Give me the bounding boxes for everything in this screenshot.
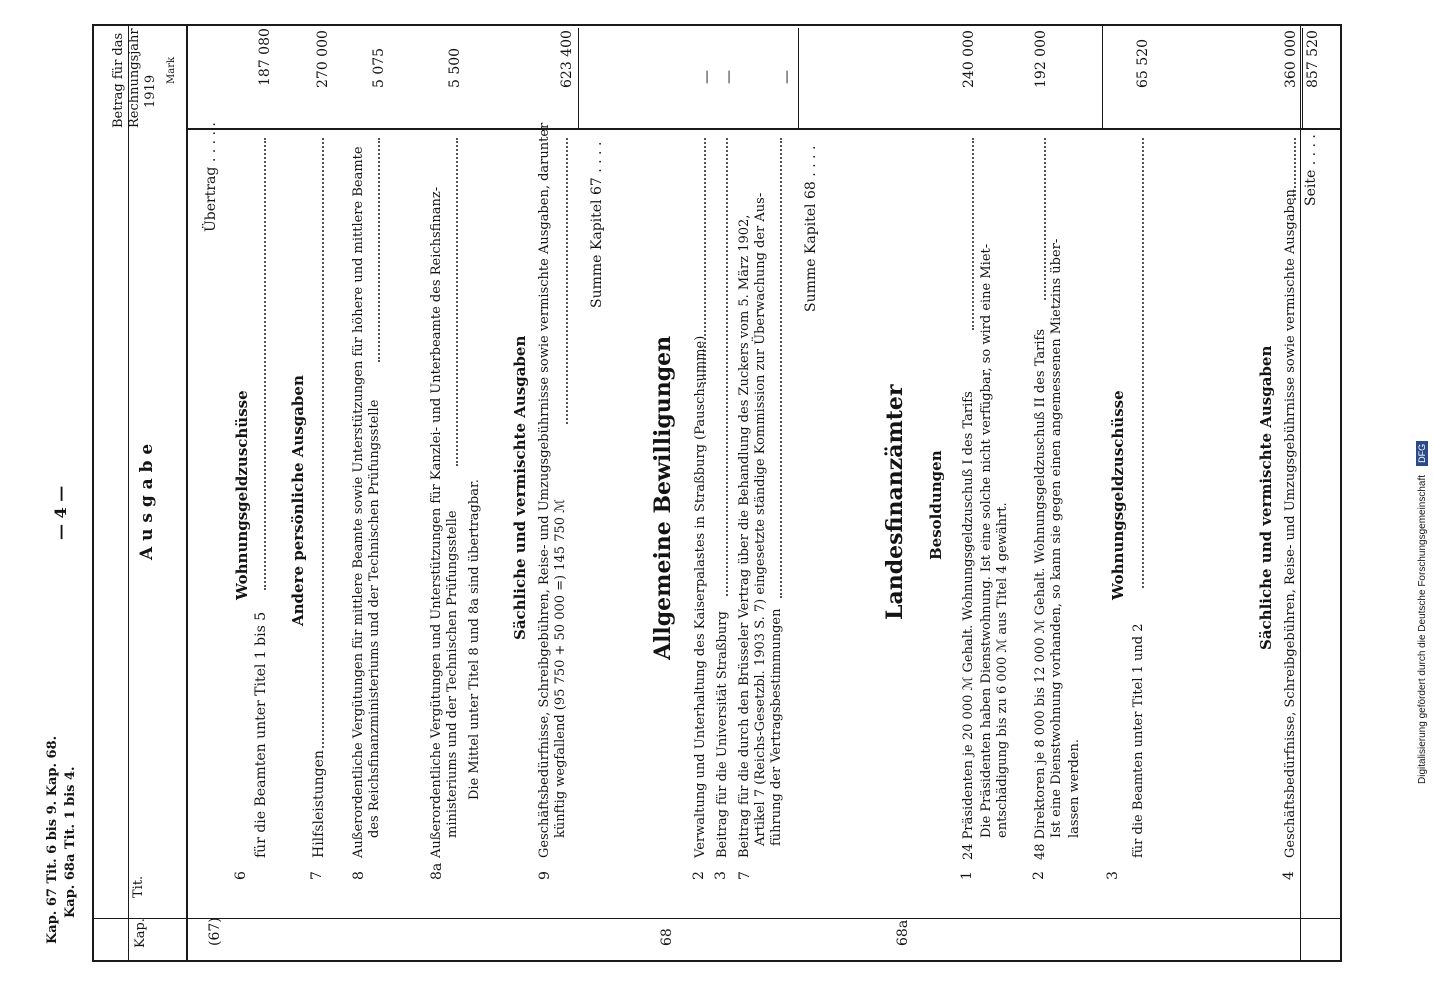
seite-amount: 857 520	[1305, 30, 1321, 88]
tit-8-line-1: Außerordentliche Vergütungen für mittlere Beamte sowie Unterstützungen für höhere und mittlere Beamte	[351, 146, 366, 858]
tit-6: 6	[233, 871, 249, 880]
heading-andere-persoenliche-ausgaben: Andere persönliche Ausgaben	[289, 375, 307, 626]
leader-dots	[456, 138, 458, 466]
tit-68a-4: 4	[1281, 871, 1297, 880]
tit-68-7-line-1: Beitrag für die durch den Brüsseler Vertrag über die Behandlung des Zuckers vom 5. März 1902,	[737, 214, 752, 858]
tit-68a-1-line-1: 24 Präsidenten je 20 000 ℳ Gehalt. Wohnungsgeldzuschuß I des Tarifs	[961, 391, 976, 860]
kap-column-rule	[128, 24, 129, 962]
table-top-border	[92, 24, 1340, 26]
betrag-header-left	[1102, 24, 1103, 128]
tit-68-2-amount: —	[699, 70, 715, 84]
leader-dots	[726, 138, 728, 596]
tit-68-3: 3	[713, 871, 729, 880]
heading-saechliche-ausgaben-68a: Sächliche und vermischte Ausgaben	[1257, 345, 1275, 650]
page-number: — 4 —	[51, 485, 70, 540]
leader-dots	[322, 138, 324, 748]
summe-kapitel-68: Summe Kapitel 68 . . . .	[803, 145, 819, 312]
heading-landesfinanzaemter: Landesfinanzämter	[882, 384, 908, 620]
tit-68a-3: 3	[1105, 871, 1121, 880]
tit-6-text: für die Beamten unter Titel 1 bis 5	[253, 611, 269, 858]
tit-8a-line-2: ministeriums und der Technischen Prüfungsstelle	[445, 510, 460, 838]
tit-68-7-line-3: führung der Vertragsbestimmungen	[769, 608, 784, 846]
column-header-ausgabe: A u s g a b e	[137, 443, 157, 560]
tit-68a-1-line-3: entschädigung bis zu 6 000 ℳ aus Titel 4 gewährt.	[995, 502, 1010, 838]
tit-68a-2-line-1: 48 Direktoren je 8 000 bis 12 000 ℳ Gehalt. Wohnungsgeldzuschuß II des Tarifs	[1033, 328, 1048, 860]
tit-7-amount: 270 000	[315, 30, 331, 88]
table-right-border	[1340, 24, 1342, 962]
heading-allgemeine-bewilligungen: Allgemeine Bewilligungen	[650, 335, 676, 660]
leader-dots	[780, 138, 782, 598]
tit-68a-2-line-3: lassen werden.	[1067, 738, 1082, 838]
tit-9-amount: 623 400	[559, 30, 575, 88]
tit-68a-2: 2	[1031, 871, 1047, 880]
tit-7-text: Hilfsleistungen	[311, 750, 327, 858]
kap-68: 68	[659, 928, 675, 946]
table-left-border	[92, 24, 94, 962]
heading-besoldungen: Besoldungen	[927, 450, 945, 560]
tit-9-line-2: künftig wegfallend (95 750 + 50 000 =) 145 750 ℳ	[553, 498, 568, 838]
tit-8a-note: Die Mittel unter Titel 8 und 8a sind übertragbar.	[467, 479, 482, 800]
tit-68a-2-line-2: Ist eine Dienstwohnung vorhanden, so kann sie gegen einen angemessenen Mietzins über-	[1049, 238, 1064, 838]
tit-8a-line-1: Außerordentliche Vergütungen und Unterstützungen für Kanzlei- und Unterbeamte des Reichsfinanz-	[429, 186, 444, 858]
running-head-line-2: Kap. 68a Tit. 1 bis 4.	[63, 766, 78, 918]
tit-68a-3-amount: 65 520	[1135, 39, 1151, 88]
tit-68-7-line-2: Artikel 7 (Reichs-Gesetzbl. 1903 S. 7) eingesetzte ständige Kommission zur Überwachung der Aus-	[753, 192, 768, 846]
tit-9: 9	[537, 871, 553, 880]
kap-68a: 68a	[895, 919, 911, 946]
summe-kapitel-67: Summe Kapitel 67 . . . .	[589, 141, 605, 308]
side-note: Digitalisierung gefördert durch die Deutsche Forschungsgemeinschaft	[1417, 474, 1428, 784]
tit-8a-amount: 5 500	[447, 47, 463, 88]
running-head-line-1: Kap. 67 Tit. 6 bis 9. Kap. 68.	[45, 735, 60, 944]
tit-68a-2-amount: 192 000	[1033, 30, 1049, 88]
leader-dots	[1294, 138, 1296, 200]
tit-68a-1: 1	[959, 871, 975, 880]
kap-67: (67)	[207, 917, 223, 946]
leader-dots	[704, 138, 706, 384]
seite-label: Seite . . . .	[1303, 134, 1319, 206]
tit-column-rule	[186, 24, 188, 962]
leader-dots	[378, 138, 380, 362]
tit-68-3-amount: —	[721, 70, 737, 84]
leader-dots	[972, 138, 974, 330]
tit-68-2: 2	[691, 871, 707, 880]
tit-8-line-2: des Reichsfinanzministeriums und der Technischen Prüfungsstelle	[367, 399, 382, 838]
leader-dots	[566, 138, 568, 424]
heading-saechliche-ausgaben: Sächliche und vermischte Ausgaben	[511, 335, 529, 640]
column-header-mark: Mark	[166, 56, 177, 84]
leader-dots	[1142, 138, 1144, 588]
subtotal-rule	[578, 28, 579, 128]
column-header-tit: Tit.	[131, 875, 146, 898]
tit-68-3-text: Beitrag für die Universität Straßburg	[715, 611, 730, 858]
tit-8a: 8a	[429, 862, 445, 880]
tit-68-7-amount: —	[779, 70, 795, 84]
column-header-betrag-2: Rechnungsjahr	[127, 28, 142, 128]
tit-6-amount: 187 080	[257, 28, 273, 86]
column-header-betrag-1: Betrag für das	[111, 32, 126, 128]
heading-wohnungsgeldzuschuesse-68a: Wohnungsgeldzuschüsse	[1109, 390, 1127, 600]
tit-68-2-text: Verwaltung und Unterhaltung des Kaiserpalastes in Straßburg (Pauschsumme)	[693, 335, 708, 858]
tit-7: 7	[309, 871, 325, 880]
tit-68a-1-line-2: Die Präsidenten haben Dienstwohnung. Ist eine solche nicht verfügbar, so wird eine Miet-	[979, 243, 994, 838]
tit-68a-1-amount: 240 000	[961, 30, 977, 88]
tit-68a-4-amount: 360 000	[1283, 30, 1299, 88]
column-header-kap: Kap.	[133, 918, 148, 948]
heading-wohnungsgeldzuschuesse: Wohnungsgeldzuschüsse	[233, 390, 251, 600]
subtotal-rule	[798, 28, 799, 128]
tit-8-amount: 5 075	[371, 47, 387, 88]
leader-dots	[264, 138, 266, 590]
tit-8: 8	[351, 871, 367, 880]
subtotal-rule	[1302, 28, 1303, 128]
column-header-betrag-3: 1919	[143, 74, 158, 108]
tit-68a-4-text: Geschäftsbedürfnisse, Schreibgebühren, Reise- und Umzugsgebührnisse sowie vermischte Ausgaben	[1283, 189, 1298, 858]
betrag-header-rule	[186, 128, 1340, 130]
tit-68-7: 7	[737, 871, 753, 880]
tit-68a-3-text: für die Beamten unter Titel 1 und 2	[1131, 623, 1146, 858]
dfg-logo-icon: DFG	[1416, 441, 1428, 466]
tit-9-line-1: Geschäftsbedürfnisse, Schreibgebühren, Reise- und Umzugsgebührnisse sowie vermischte Ausgaben, darunter	[537, 122, 552, 858]
betrag-column-rule	[1300, 24, 1301, 962]
side-attribution	[1410, 0, 1434, 784]
header-bottom-rule	[92, 918, 1340, 919]
table-bottom-border	[92, 960, 1340, 962]
leader-dots	[1044, 138, 1046, 300]
uebertrag-label: Übertrag . . . . .	[203, 122, 219, 232]
